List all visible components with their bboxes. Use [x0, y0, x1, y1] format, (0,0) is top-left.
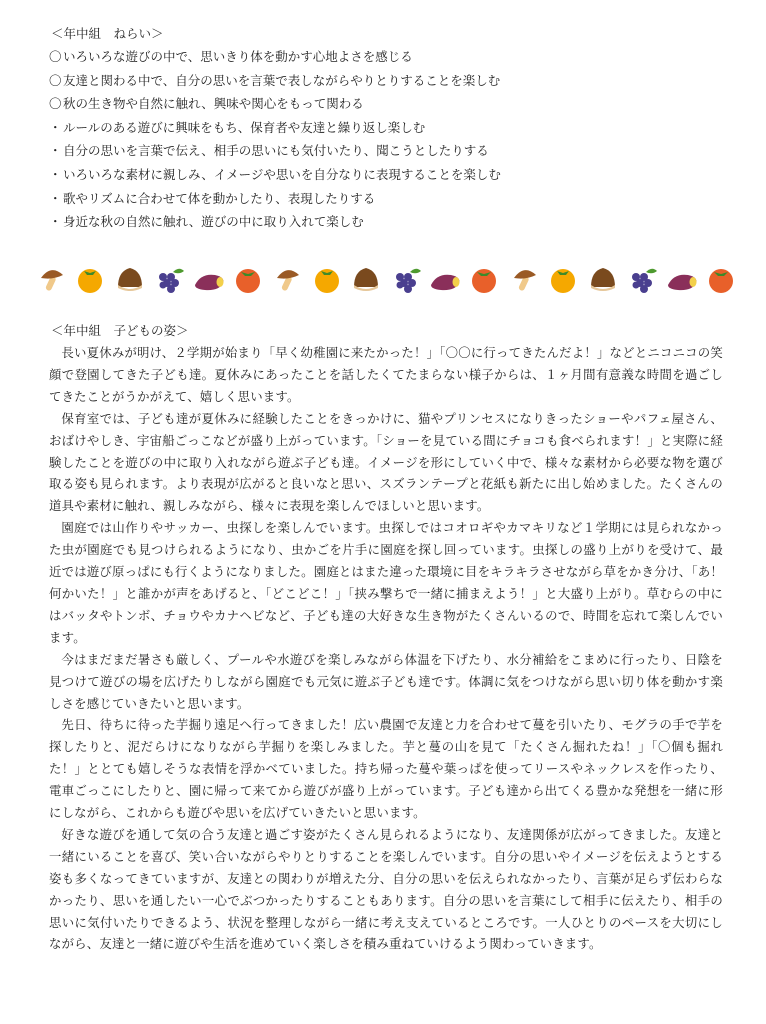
tomato-icon	[466, 263, 502, 295]
paragraph: 園庭では山作りやサッカー、虫探しを楽しんでいます。虫探しではコオロギやカマキリなど１学期には見られなかった虫が園庭でも見つけられるようになり、虫かごを片手に園庭を探し回っています。虫探しの盛り上がりを受けて、最近では遊び原っぱにも行くようになりました。園庭とはまた違った環境に目をキラキラさせながら草をかき分け、「あ！何かいた！」と誰かが声をあげると、「どこどこ！」「挟み撃ちで一緒に捕まえよう！」と大盛り上がり。草むらの中にはバッタやトンボ、チョウやカナヘビなど、子ども達の大好きな生き物がたくさんいるので、時間を忘れて楽しんでいます。	[49, 520, 723, 645]
goal-mark: ・	[49, 166, 62, 182]
goal-mark: 〇	[49, 72, 62, 88]
children-section	[49, 320, 723, 955]
goal-text: ルールのある遊びに興味をもち、保育者や友達と繰り返し楽しむ	[63, 119, 426, 135]
chestnut-icon	[112, 263, 148, 295]
goal-text: 秋の生き物や自然に触れ、興味や関心をもって関わる	[63, 96, 364, 112]
children-heading: ＜年中組 子どもの姿＞	[51, 323, 189, 338]
paragraph: 好きな遊びを通して気の合う友達と過ごす姿がたくさん見られるようになり、友達関係が広がってきました。友達と一緒にいることを喜び、笑い合いながらやりとりすることを楽しんでいます。自分の思いやイメージを伝えようとする姿も多くなってきていますが、友達との関わりが増えた分、自分の思いを伝えられなかったり、言葉が足らず伝わらなかったり、思いを通したい一心でぶつかったりすることもあります。自分の思いを言葉にして相手に伝えたり、相手の思いに気付いたりできるよう、状況を整理しながら一緒に考え支えているところです。一人ひとりのペースを大切にしながら、友達と一緒に遊びや生活を進めていく楽しさを積み重ねていけるよう関わっていきます。	[49, 826, 723, 952]
sweet-potato-icon	[664, 263, 700, 295]
goal-text: 友達と関わる中で、自分の思いを言葉で表しながらやりとりすることを楽しむ	[63, 72, 501, 88]
mushroom-icon	[269, 263, 305, 295]
goals-heading: ＜年中組 ねらい＞	[51, 26, 164, 41]
goal-mark: 〇	[49, 49, 62, 64]
goal-mark: ・	[49, 214, 62, 230]
persimmon-icon	[309, 263, 345, 295]
persimmon-icon	[72, 263, 108, 295]
goal-item	[49, 210, 749, 234]
goal-mark: ・	[49, 143, 62, 159]
autumn-decoration-border	[33, 262, 739, 296]
goal-item	[49, 45, 749, 69]
goal-item	[49, 139, 749, 163]
goal-mark: ・	[49, 190, 62, 206]
mushroom-icon	[33, 263, 69, 295]
goal-text: いろいろな素材に親しみ、イメージや思いを自分なりに表現することを楽しむ	[63, 166, 501, 182]
goal-text: 自分の思いを言葉で伝え、相手の思いにも気付いたり、聞こうとしたりする	[63, 143, 489, 159]
goal-item	[49, 92, 749, 116]
mushroom-icon	[506, 263, 542, 295]
goal-item	[49, 163, 749, 187]
tomato-icon	[230, 263, 266, 295]
paragraph: 保育室では、子ども達が夏休みに経験したことをきっかけに、猫やプリンセスになりきったショーやパフェ屋さん、おばけやしき、宇宙船ごっこなどが盛り上がっています。「ショーを見ている間にチョコも食べられます！」と実際に経験したことを遊びの中に取り入れながら遊ぶ子ども達。イメージを形にしていく中で、様々な素材から必要な物を選び取る姿も見られます。より表現が広がると良いなと思い、スズランテープと花紙も新たに出し始めました。たくさんの道具や素材に触れ、親しみながら、様々に表現を楽しんでほしいと思います。	[49, 410, 723, 514]
sweet-potato-icon	[427, 263, 463, 295]
persimmon-icon	[545, 263, 581, 295]
chestnut-icon	[348, 263, 384, 295]
chestnut-icon	[585, 263, 621, 295]
goal-text: いろいろな遊びの中で、思いきり体を動かす心地よさを感じる	[63, 49, 413, 64]
goal-item	[49, 116, 749, 140]
goal-item	[49, 187, 749, 211]
tomato-icon	[703, 263, 739, 295]
paragraph: 長い夏休みが明け、２学期が始まり「早く幼稚園に来たかった！」「〇〇に行ってきたんだよ！」などとニコニコの笑顔で登園してきた子ども達。夏休みにあったことを話したくてたまらない様子からは、１ヶ月間有意義な時間を過ごしてきたことがうかがえて、嬉しく思います。	[49, 345, 723, 404]
goal-text: 歌やリズムに合わせて体を動かしたり、表現したりする	[63, 190, 376, 206]
grapes-icon	[151, 263, 187, 295]
paragraph: 今はまだまだ暑さも厳しく、プールや水遊びを楽しみながら体温を下げたり、水分補給をこまめに行ったり、日陰を見つけて遊びの場を広げたりしながら園庭でも元気に遊ぶ子ども達です。体調に気をつけながら思い切り体を動かす楽しさを感じていきたいと思います。	[49, 651, 723, 711]
goal-item	[49, 69, 749, 93]
sweet-potato-icon	[191, 263, 227, 295]
goals-section	[49, 22, 749, 234]
paragraph: 先日、待ちに待った芋掘り遠足へ行ってきました！広い農園で友達と力を合わせて蔓を引いたり、モグラの手で芋を探したりと、泥だらけになりながら芋掘りを楽しみました。芋と蔓の山を見て「たくさん掘れたね！」「〇個も掘れた！」ととても嬉しそうな表情を浮かべていました。持ち帰った蔓や葉っぱを使ってリースやネックレスを作ったり、電車ごっこにしたりと、園に帰って来てから遊びが盛り上がっています。子ども達から出てくる豊かな発想を一緒に形にしながら、これからも遊びや思いを広げていきたいと思います。	[49, 717, 723, 821]
grapes-icon	[624, 263, 660, 295]
goal-text: 身近な秋の自然に触れ、遊びの中に取り入れて楽しむ	[63, 214, 364, 230]
goal-mark: ・	[49, 119, 62, 135]
goals-list	[49, 45, 749, 234]
grapes-icon	[388, 263, 424, 295]
goal-mark: 〇	[49, 96, 62, 112]
